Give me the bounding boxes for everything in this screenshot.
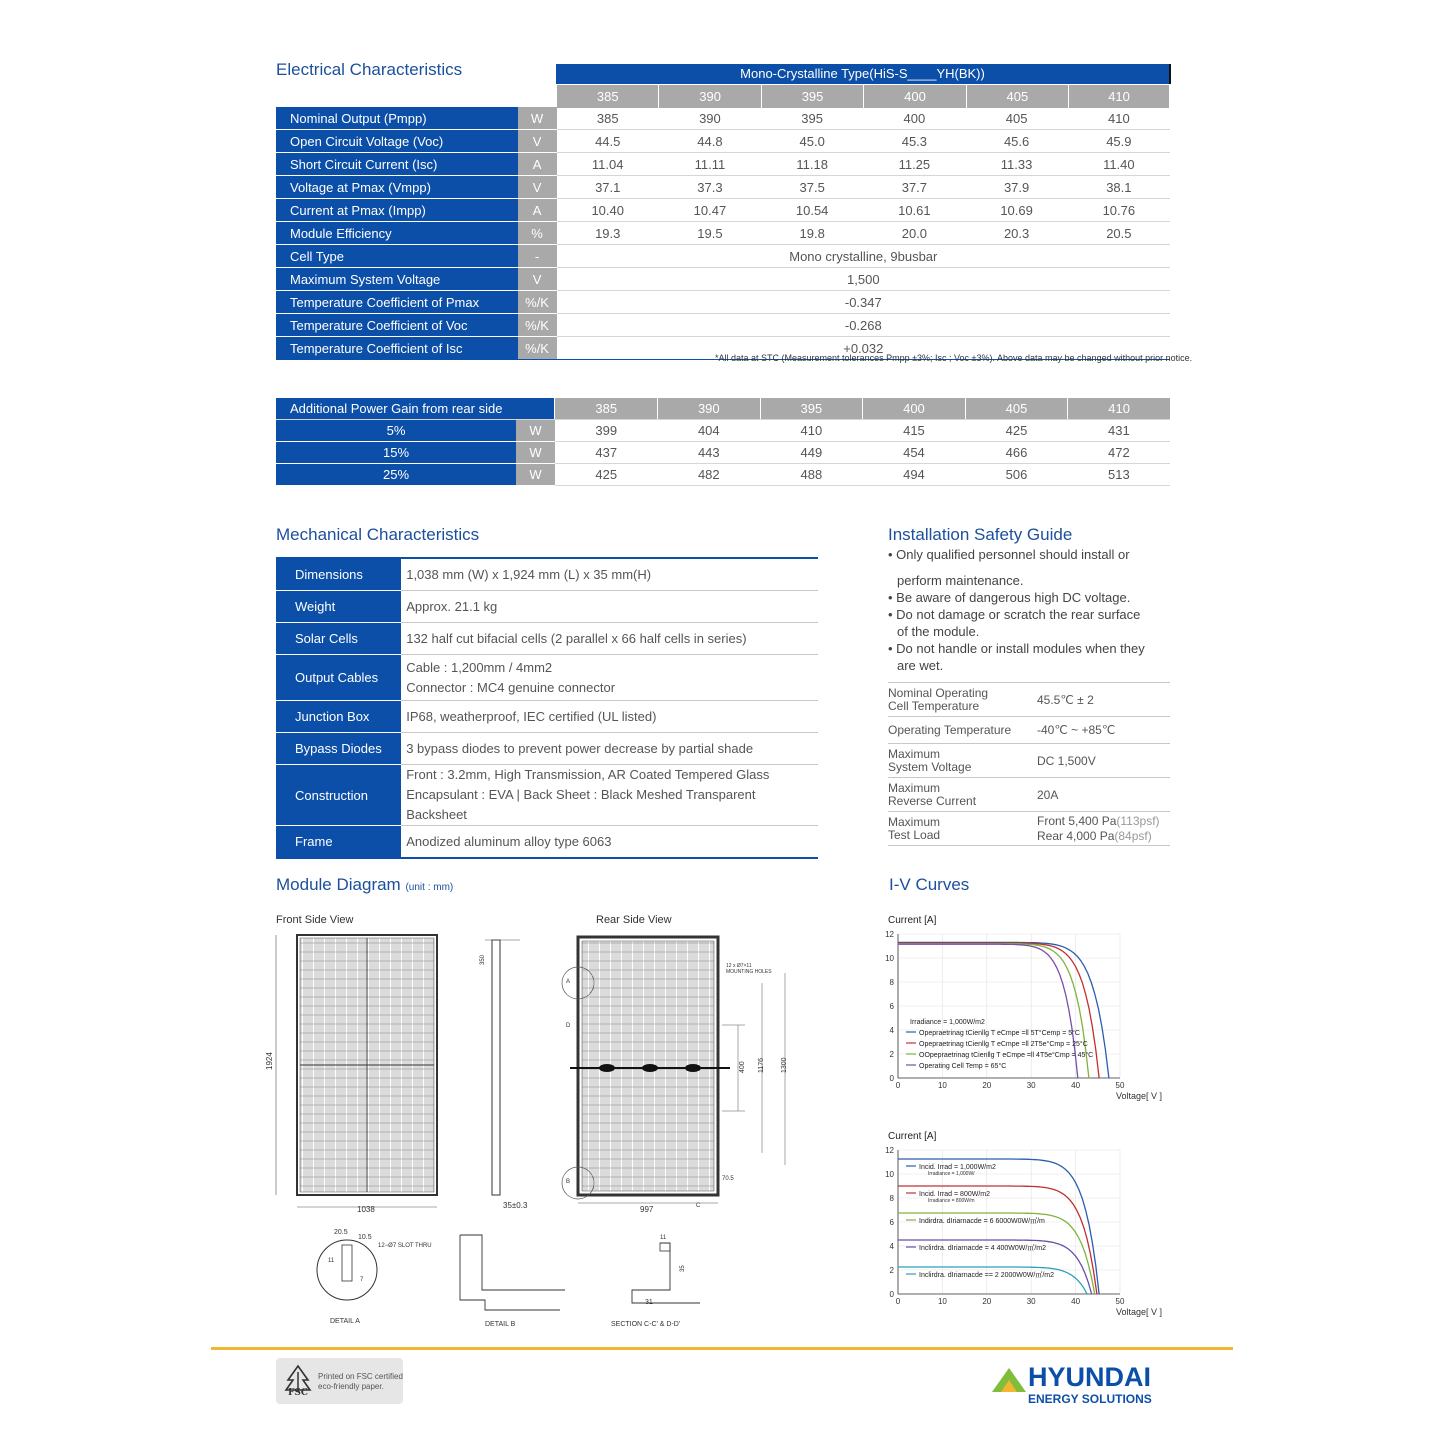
mech-value-line: Anodized aluminum alloy type 6063	[406, 833, 612, 849]
d1300-dim: 1300	[781, 1057, 788, 1073]
width-dim: 1038	[357, 1205, 375, 1214]
row-value: 11.04	[557, 153, 659, 176]
row-value: 1,500	[557, 268, 1170, 291]
mech-row-label: Bypass Diodes	[276, 733, 401, 765]
condition-value	[1037, 812, 1170, 846]
row-value: 37.7	[863, 176, 965, 199]
footer-accent-line	[211, 1347, 1233, 1350]
iv2-ylabel: Current [A]	[888, 1131, 937, 1142]
x-axis-label: Voltage[ V ]	[1116, 1091, 1163, 1101]
rear-panel-drawing	[562, 937, 730, 1199]
row-value: 37.1	[557, 176, 659, 199]
gain-table	[276, 398, 1170, 486]
front-panel-drawing	[297, 935, 437, 1195]
gain-row-value: 399	[555, 420, 658, 442]
x-tick-label: 0	[895, 1081, 901, 1090]
row-value: 10.61	[863, 199, 965, 222]
mech-row-label: Solar Cells	[276, 623, 401, 655]
section-dim2: 35	[680, 1265, 686, 1272]
gain-header-label: Additional Power Gain from rear side	[276, 398, 555, 420]
marker-d: D	[566, 1023, 571, 1029]
table-row	[276, 291, 1170, 314]
row-value: 45.0	[761, 130, 863, 153]
mech-row-label: Dimensions	[276, 558, 401, 591]
table-row	[888, 744, 1170, 778]
mech-value-line: Front : 3.2mm, High Transmission, AR Coated Tempered Glass	[406, 767, 770, 782]
table-row	[276, 765, 818, 826]
y-tick-label: 10	[885, 954, 894, 963]
row-value: 10.69	[965, 199, 1067, 222]
gain-model-cell: 395	[760, 398, 863, 420]
row-value: 20.0	[863, 222, 965, 245]
d400-dim: 400	[739, 1061, 746, 1073]
row-unit: A	[518, 199, 557, 222]
d1176-dim: 1176	[758, 1057, 765, 1073]
rear-view-label: Rear Side View	[596, 914, 672, 926]
table-row	[276, 245, 1170, 268]
row-value: 44.8	[659, 130, 761, 153]
table-row	[276, 153, 1170, 176]
safety-item: • Do not damage or scratch the rear surface	[888, 607, 1141, 622]
mech-row-value	[401, 765, 818, 826]
front-view-label: Front Side View	[276, 914, 354, 926]
condition-value	[1037, 778, 1170, 812]
x-tick-label: 50	[1115, 1297, 1125, 1306]
detail-a-label: DETAIL A	[330, 1318, 360, 1325]
mech-value-line: Approx. 21.1 kg	[406, 598, 498, 614]
condition-value-text: Rear 4,000 Pa	[1037, 828, 1115, 843]
row-unit: W	[518, 107, 557, 130]
detail-a-dim1: 20.5	[334, 1229, 348, 1236]
mech-value-line: Encapsulant : EVA | Back Sheet : Black Meshed Transparent Backsheet	[406, 787, 756, 822]
model-header-cell: 405	[966, 85, 1068, 108]
gain-row-unit: W	[516, 464, 555, 486]
y-tick-label: 8	[889, 1194, 894, 1203]
row-unit: -	[518, 245, 557, 268]
table-row	[888, 683, 1170, 717]
safety-item: perform maintenance.	[897, 573, 1024, 588]
row-label: Open Circuit Voltage (Voc)	[276, 130, 518, 153]
row-value: 37.5	[761, 176, 863, 199]
legend-label: Opepraetrinag tCienllg T eCmpe =ll 5T°Cemp = 5°C	[919, 1030, 1080, 1037]
row-label: Temperature Coefficient of Pmax	[276, 291, 518, 314]
mech-row-label: Output Cables	[276, 655, 401, 701]
row-value: 45.3	[863, 130, 965, 153]
brand-name: HYUNDAI	[1028, 1362, 1152, 1392]
section-dim1: 11	[660, 1235, 667, 1241]
table-row	[276, 314, 1170, 337]
model-header-cell: 410	[1069, 85, 1169, 108]
row-label: Nominal Output (Pmpp)	[276, 107, 518, 130]
d70-dim: 70.5	[722, 1176, 734, 1182]
row-unit: %/K	[518, 337, 557, 360]
mech-value-line: Cable : 1,200mm / 4mm2	[406, 659, 553, 675]
condition-label: Operating Temperature	[888, 717, 1037, 744]
iv-title: I-V Curves	[889, 875, 970, 894]
condition-label: Nominal Operating Cell Temperature	[888, 683, 1037, 717]
row-value: 19.5	[659, 222, 761, 245]
gain-header-row	[276, 398, 1170, 420]
gain-row-unit: W	[516, 420, 555, 442]
gain-row-value: 506	[965, 464, 1068, 486]
x-tick-label: 40	[1071, 1081, 1081, 1090]
y-tick-label: 12	[885, 1146, 894, 1155]
legend-label: OOpepraetrinag tCienllg T eCmpe =ll 4T5e°Cmp = 45°C	[919, 1052, 1094, 1059]
safety-item: are wet.	[897, 658, 944, 673]
condition-label: Maximum Test Load	[888, 812, 1037, 846]
table-row	[276, 701, 818, 733]
mech-value-line: IP68, weatherproof, IEC certified (UL listed)	[406, 708, 657, 724]
gain-row-value: 437	[555, 442, 658, 464]
table-row	[276, 591, 818, 623]
row-label: Temperature Coefficient of Isc	[276, 337, 518, 360]
model-header-cell: 385	[557, 85, 659, 108]
row-value: 10.54	[761, 199, 863, 222]
gain-row-value: 443	[658, 442, 761, 464]
x-axis-label: Voltage[ V ]	[1116, 1307, 1163, 1317]
iv1-ylabel: Current [A]	[888, 915, 937, 926]
row-value: 20.5	[1068, 222, 1170, 245]
x-tick-label: 10	[937, 1297, 947, 1306]
row-value: 11.33	[965, 153, 1067, 176]
y-tick-label: 4	[889, 1026, 894, 1035]
legend-title: Irradiance = 1,000W/m2	[910, 1019, 985, 1026]
gain-row-value: 404	[658, 420, 761, 442]
x-tick-label: 50	[1115, 1081, 1125, 1090]
mech-value-line: Connector : MC4 genuine connector	[406, 679, 616, 695]
table-row	[276, 558, 818, 591]
section-dim3: 31	[645, 1299, 653, 1306]
safety-item: of the module.	[897, 624, 980, 639]
legend-label: Indirdra. dIriarnacde = 6 6000W0W/㎡/m	[919, 1218, 1045, 1225]
row-unit: %/K	[518, 291, 557, 314]
gain-row-value: 466	[965, 442, 1068, 464]
condition-value-text: -40℃ ~ +85℃	[1037, 723, 1116, 737]
fsc-line1: Printed on FSC certified	[318, 1372, 403, 1381]
mech-row-label: Construction	[276, 765, 401, 826]
row-unit: V	[518, 130, 557, 153]
electrical-title: Electrical Characteristics	[276, 60, 463, 79]
gain-model-cell: 410	[1068, 398, 1170, 420]
condition-value	[1037, 717, 1170, 744]
row-value: -0.347	[557, 291, 1170, 314]
row-value: Mono crystalline, 9busbar	[557, 245, 1170, 268]
table-row	[276, 107, 1170, 130]
row-value: 37.9	[965, 176, 1067, 199]
gain-row-value: 488	[760, 464, 863, 486]
row-value: 45.6	[965, 130, 1067, 153]
x-tick-label: 20	[982, 1081, 992, 1090]
mech-row-value	[401, 623, 818, 655]
gain-row-value: 449	[760, 442, 863, 464]
safety-item: • Only qualified personnel should install or	[888, 547, 1130, 562]
row-label: Maximum System Voltage	[276, 268, 518, 291]
mech-value-line: 1,038 mm (W) x 1,924 mm (L) x 35 mm(H)	[406, 566, 652, 582]
row-unit: %	[518, 222, 557, 245]
electrical-footnote: *All data at STC (Measurement tolerances Pmpp ±3%; Isc ; Voc ±3%). Above data may be changed without prior notice.	[715, 353, 1193, 363]
row-unit: A	[518, 153, 557, 176]
hyundai-triangle-icon	[992, 1368, 1026, 1394]
row-value: 38.1	[1068, 176, 1170, 199]
rear-width-dim: 997	[640, 1205, 654, 1214]
row-value: 395	[761, 107, 863, 130]
mech-row-value	[401, 558, 818, 591]
iv-chart-irradiance	[880, 1142, 1170, 1327]
model-header-row	[556, 85, 1169, 108]
table-row	[276, 464, 1170, 486]
module-diagram	[260, 925, 820, 1335]
y-tick-label: 12	[885, 930, 894, 939]
fsc-mark: FSC	[288, 1388, 309, 1398]
row-value: 10.76	[1068, 199, 1170, 222]
condition-label: Maximum System Voltage	[888, 744, 1037, 778]
safety-item: • Do not handle or install modules when they	[888, 641, 1145, 656]
operating-conditions-table	[888, 682, 1170, 846]
mech-row-value	[401, 591, 818, 623]
table-row	[276, 222, 1170, 245]
gain-row-value: 482	[658, 464, 761, 486]
marker-c: C	[696, 1203, 701, 1209]
row-value: 11.25	[863, 153, 965, 176]
condition-value-paren: (113psf)	[1116, 813, 1160, 828]
type-header: Mono-Crystalline Type(HiS-S____YH(BK))	[556, 64, 1171, 84]
gain-model-cell: 400	[863, 398, 966, 420]
table-row	[276, 826, 818, 859]
row-value: -0.268	[557, 314, 1170, 337]
mech-row-value	[401, 733, 818, 765]
x-tick-label: 30	[1026, 1297, 1036, 1306]
mech-row-label: Frame	[276, 826, 401, 859]
row-label: Cell Type	[276, 245, 518, 268]
y-tick-label: 2	[889, 1050, 894, 1059]
gain-row-value: 410	[760, 420, 863, 442]
condition-value-paren: (84psf)	[1114, 828, 1152, 843]
mechanical-title: Mechanical Characteristics	[276, 525, 480, 544]
row-value: 405	[965, 107, 1067, 130]
gain-row-label: 5%	[276, 420, 516, 442]
row-value: +0.032	[557, 337, 1170, 360]
y-tick-label: 0	[889, 1074, 894, 1083]
table-row	[276, 268, 1170, 291]
safety-title: Installation Safety Guide	[888, 525, 1073, 544]
marker-a: A	[566, 979, 571, 985]
iv-series-line	[898, 1213, 1095, 1294]
detail-b-label: DETAIL B	[485, 1321, 516, 1328]
gain-row-value: 454	[863, 442, 966, 464]
y-tick-label: 6	[889, 1002, 894, 1011]
brand-sub: ENERGY SOLUTIONS	[1028, 1392, 1152, 1406]
model-header-cell: 400	[864, 85, 966, 108]
d350-dim: 350	[480, 954, 486, 965]
fsc-badge	[276, 1358, 403, 1404]
gain-row-value: 494	[863, 464, 966, 486]
row-label: Temperature Coefficient of Voc	[276, 314, 518, 337]
detail-a-dim4: 7	[360, 1277, 364, 1283]
condition-value	[1037, 683, 1170, 717]
gain-row-value: 425	[555, 464, 658, 486]
row-value: 390	[659, 107, 761, 130]
row-unit: %/K	[518, 314, 557, 337]
detail-a-dim2: 10.5	[358, 1234, 372, 1241]
table-row	[276, 176, 1170, 199]
gain-row-value: 513	[1068, 464, 1170, 486]
mech-row-value	[401, 655, 818, 701]
condition-label: Maximum Reverse Current	[888, 778, 1037, 812]
gain-model-cell: 385	[555, 398, 658, 420]
fsc-line2: eco-friendly paper.	[318, 1382, 384, 1391]
legend-label: Inclirdra. dIriarnacde == 2 2000W0W/㎡/m2	[919, 1272, 1055, 1279]
model-header-cell: 390	[659, 85, 761, 108]
row-value: 400	[863, 107, 965, 130]
x-tick-label: 10	[937, 1081, 947, 1090]
y-tick-label: 6	[889, 1218, 894, 1227]
row-value: 20.3	[965, 222, 1067, 245]
table-row	[276, 733, 818, 765]
row-unit: V	[518, 268, 557, 291]
legend-label: Inclirdra. dIriarnacde = 4 400W0W/㎡/m2	[919, 1245, 1047, 1252]
x-tick-label: 40	[1071, 1297, 1081, 1306]
row-label: Module Efficiency	[276, 222, 518, 245]
condition-value-text: Front 5,400 Pa	[1037, 813, 1117, 828]
detail-a-dim3: 11	[328, 1258, 335, 1264]
mech-row-label: Weight	[276, 591, 401, 623]
mech-row-label: Junction Box	[276, 701, 401, 733]
y-tick-label: 4	[889, 1242, 894, 1251]
marker-b: B	[566, 1179, 571, 1185]
electrical-table	[276, 107, 1170, 360]
safety-list	[888, 546, 1170, 674]
legend-label: Incid. Irrad = 1,000W/m2	[919, 1164, 996, 1171]
table-row	[888, 717, 1170, 744]
detail-a-slot: 12−Ø7 SLOT THRU	[378, 1243, 432, 1249]
legend-sublabel: Irradiance = 1,000W/	[928, 1171, 975, 1177]
row-label: Short Circuit Current (Isc)	[276, 153, 518, 176]
table-row	[276, 655, 818, 701]
mechanical-table	[276, 557, 818, 859]
holes-note-2: MOUNTING HOLES	[726, 969, 772, 975]
row-value: 45.9	[1068, 130, 1170, 153]
iv-chart-temperature	[880, 926, 1170, 1111]
gain-row-value: 425	[965, 420, 1068, 442]
table-row	[276, 130, 1170, 153]
height-dim: 1924	[265, 1052, 274, 1070]
y-tick-label: 0	[889, 1290, 894, 1299]
gain-row-value: 431	[1068, 420, 1170, 442]
mech-row-value	[401, 826, 818, 859]
y-tick-label: 8	[889, 978, 894, 987]
table-row	[888, 778, 1170, 812]
mech-value-line: 3 bypass diodes to prevent power decrease by partial shade	[406, 740, 754, 756]
x-tick-label: 20	[982, 1297, 992, 1306]
x-tick-label: 30	[1026, 1081, 1036, 1090]
row-value: 410	[1068, 107, 1170, 130]
legend-label: Incid. Irrad = 800W/m2	[919, 1191, 991, 1198]
y-tick-label: 10	[885, 1170, 894, 1179]
row-value: 11.18	[761, 153, 863, 176]
table-row	[276, 442, 1170, 464]
table-row	[276, 199, 1170, 222]
condition-value-text: 45.5℃ ± 2	[1037, 692, 1094, 707]
x-tick-label: 0	[895, 1297, 901, 1306]
row-label: Voltage at Pmax (Vmpp)	[276, 176, 518, 199]
gain-model-cell: 405	[965, 398, 1068, 420]
row-value: 10.47	[659, 199, 761, 222]
legend-sublabel: Irradiance = 800W/m	[928, 1198, 975, 1204]
table-row	[276, 623, 818, 655]
gain-model-cell: 390	[658, 398, 761, 420]
table-row	[276, 420, 1170, 442]
gain-row-value: 415	[863, 420, 966, 442]
row-value: 37.3	[659, 176, 761, 199]
legend-label: Opepraetrinag tCienllg T eCmpe =ll 2T5e°Cmp = 25°C	[919, 1041, 1088, 1048]
condition-value-text: DC 1,500V	[1037, 753, 1096, 768]
holes-note: 12 x Ø7×11	[726, 963, 752, 969]
section-label: SECTION C-C' & D-D'	[611, 1321, 681, 1328]
row-value: 10.40	[557, 199, 659, 222]
row-value: 11.40	[1068, 153, 1170, 176]
gain-row-label: 15%	[276, 442, 516, 464]
legend-label: Operating Cell Temp = 65°C	[919, 1063, 1007, 1070]
table-row	[888, 812, 1170, 846]
row-unit: V	[518, 176, 557, 199]
y-tick-label: 2	[889, 1266, 894, 1275]
row-value: 385	[557, 107, 659, 130]
row-value: 19.8	[761, 222, 863, 245]
condition-value	[1037, 744, 1170, 778]
depth-dim: 35±0.3	[503, 1201, 528, 1210]
gain-row-value: 472	[1068, 442, 1170, 464]
condition-value-text: 20A	[1037, 787, 1059, 802]
row-label: Current at Pmax (Impp)	[276, 199, 518, 222]
model-header-cell: 395	[761, 85, 863, 108]
row-value: 11.11	[659, 153, 761, 176]
safety-item: • Be aware of dangerous high DC voltage.	[888, 590, 1131, 605]
mech-value-line: 132 half cut bifacial cells (2 parallel x 66 half cells in series)	[406, 630, 747, 646]
gain-row-unit: W	[516, 442, 555, 464]
mech-row-value	[401, 701, 818, 733]
row-value: 44.5	[557, 130, 659, 153]
diagram-title: Module Diagram (unit : mm)	[276, 875, 454, 894]
row-value: 19.3	[557, 222, 659, 245]
gain-row-label: 25%	[276, 464, 516, 486]
